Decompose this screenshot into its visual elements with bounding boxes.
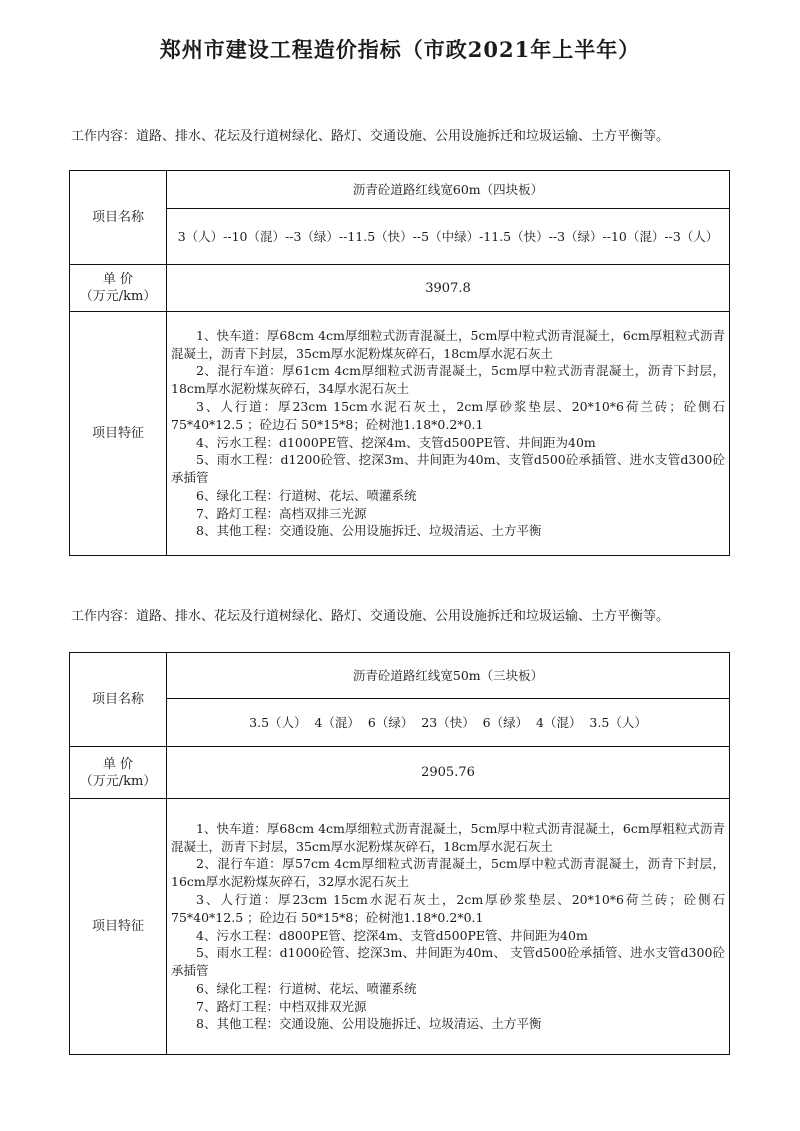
features-label: 项目特征 — [70, 312, 167, 556]
unit-price-value: 3907.8 — [167, 265, 730, 312]
feature-item: 5、雨水工程：d1200砼管、挖深3m、井间距为40m、支管d500砼承插管、进水支管d300砼承插管 — [171, 452, 725, 486]
work-content-intro: 工作内容：道路、排水、花坛及行道树绿化、路灯、交通设施、公用设施拆迁和垃圾运输、土方平衡等。 — [71, 609, 670, 624]
work-content-intro: 工作内容：道路、排水、花坛及行道树绿化、路灯、交通设施、公用设施拆迁和垃圾运输、土方平衡等。 — [71, 129, 670, 144]
project-name-value: 沥青砼道路红线宽60m（四块板） — [167, 171, 730, 209]
project-name-label: 项目名称 — [70, 653, 167, 747]
features-list — [167, 312, 730, 556]
feature-item: 4、污水工程：d1000PE管、挖深4m、支管d500PE管、井间距为40m — [196, 434, 596, 450]
feature-item: 4、污水工程：d800PE管、挖深4m、支管d500PE管、井间距为40m — [196, 927, 588, 943]
unit-price-label — [70, 747, 167, 799]
feature-item: 6、绿化工程：行道树、花坛、喷灌系统 — [196, 980, 417, 996]
page-title: 郑州市建设工程造价指标（市政2021年上半年） — [159, 37, 641, 62]
project-name-value: 沥青砼道路红线宽50m（三块板） — [167, 653, 730, 699]
index-table — [69, 652, 730, 1055]
feature-item: 5、雨水工程：d1000砼管、挖深3m、井间距为40m、 支管d500砼承插管、进水支管d300砼承插管 — [171, 945, 725, 979]
project-name-label: 项目名称 — [70, 171, 167, 265]
features-list — [167, 799, 730, 1055]
cross-section-value: 3.5（人） 4（混） 6（绿） 23（快） 6（绿） 4（混） 3.5（人） — [167, 699, 730, 747]
unit-price-label-line2: （万元/km） — [79, 773, 157, 789]
feature-item: 8、其他工程：交通设施、公用设施拆迁、垃圾清运、土方平衡 — [196, 523, 542, 539]
feature-item: 2、混行车道：厚61cm 4cm厚细粒式沥青混凝土，5cm厚中粒式沥青混凝土，沥青下封层，18cm厚水泥粉煤灰碎石，34厚水泥石灰土 — [171, 363, 725, 397]
unit-price-label-line1: 单 价 — [102, 272, 134, 287]
feature-item: 6、绿化工程：行道树、花坛、喷灌系统 — [196, 487, 417, 503]
feature-item: 1、快车道：厚68cm 4cm厚细粒式沥青混凝土，5cm厚中粒式沥青混凝土，6cm厚粗粒式沥青混凝土，沥青下封层，35cm厚水泥粉煤灰碎石，18cm厚水泥石灰土 — [171, 327, 725, 361]
feature-item: 7、路灯工程：高档双排三光源 — [196, 505, 367, 521]
feature-item: 2、混行车道：厚57cm 4cm厚细粒式沥青混凝土，5cm厚中粒式沥青混凝土，沥青下封层，16cm厚水泥粉煤灰碎石，32厚水泥石灰土 — [171, 856, 725, 890]
index-table — [69, 170, 730, 556]
feature-item: 3、人行道：厚23cm 15cm水泥石灰土，2cm厚砂浆垫层、20*10*6荷兰砖；砼侧石75*40*12.5 ；砼边石 50*15*8；砼树池1.18*0.2*0.1 — [171, 398, 725, 432]
feature-item: 8、其他工程：交通设施、公用设施拆迁、垃圾清运、土方平衡 — [196, 1016, 542, 1032]
features-label: 项目特征 — [70, 799, 167, 1055]
feature-item: 3、人行道：厚23cm 15cm水泥石灰土，2cm厚砂浆垫层、20*10*6荷兰砖；砼侧石75*40*12.5 ；砼边石 50*15*8；砼树池1.18*0.2*0.1 — [171, 891, 725, 925]
unit-price-value: 2905.76 — [167, 747, 730, 799]
unit-price-label — [70, 265, 167, 312]
unit-price-label-line1: 单 价 — [102, 756, 134, 772]
feature-item: 1、快车道：厚68cm 4cm厚细粒式沥青混凝土，5cm厚中粒式沥青混凝土，6cm厚粗粒式沥青混凝土，沥青下封层，35cm厚水泥粉煤灰碎石，18cm厚水泥石灰土 — [171, 820, 725, 854]
feature-item: 7、路灯工程：中档双排双光源 — [196, 998, 367, 1014]
unit-price-label-line2: （万元/km） — [79, 289, 157, 304]
cross-section-value: 3（人）--10（混）--3（绿）--11.5（快）--5（中绿）-11.5（快）--3（绿）--10（混）--3（人） — [167, 209, 730, 265]
